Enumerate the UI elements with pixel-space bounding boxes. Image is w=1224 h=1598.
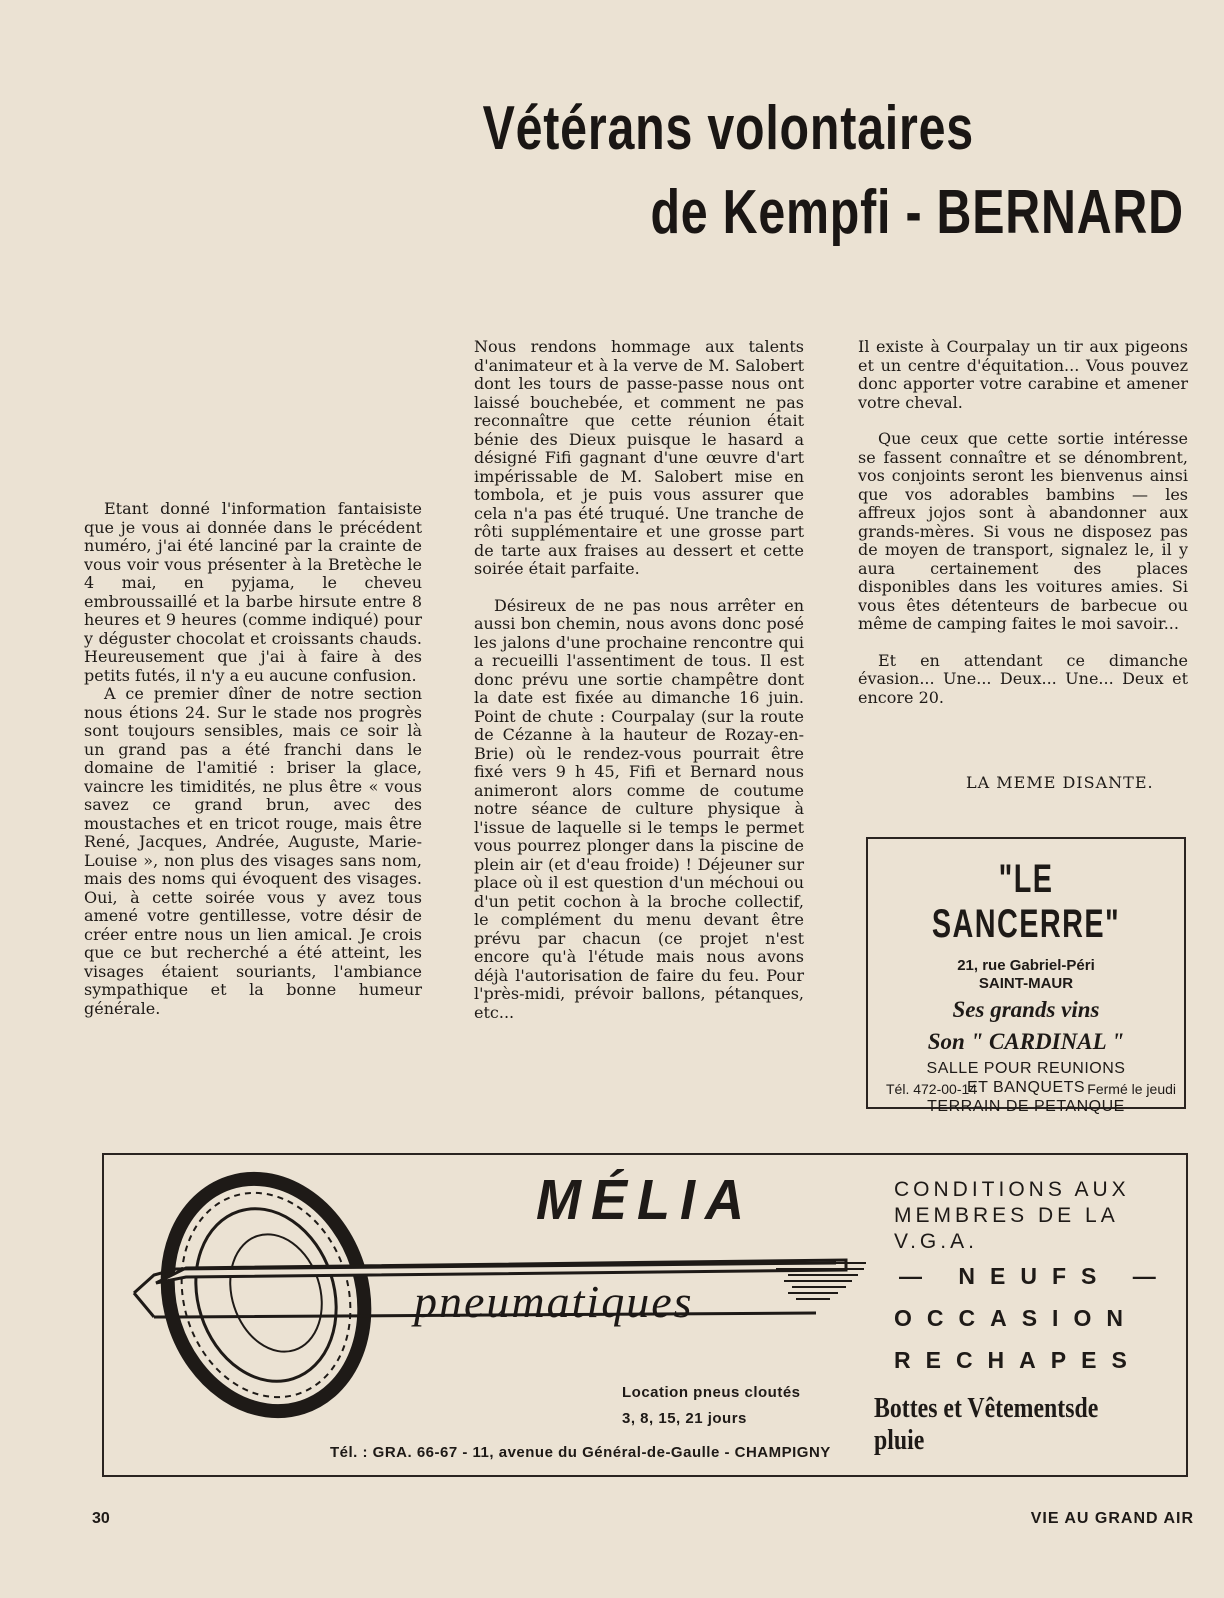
page-number: 30 [92,1510,110,1527]
ad-melia-conditions-2: MEMBRES DE LA V.G.A. [894,1204,1118,1253]
ad-sancerre-closed: Fermé le jeudi [1087,1081,1176,1097]
ad-melia-bottes: Bottes et Vêtementsde pluie [874,1393,1099,1456]
ad-melia-tagline: pneumatiques [414,1276,694,1327]
ad-melia-location-2: 3, 8, 15, 21 jours [622,1410,747,1427]
ad-sancerre-address: 21, rue Gabriel-Péri [957,957,1095,974]
journal-name: VIE AU GRAND AIR [1030,1510,1194,1527]
ad-sancerre-city: SAINT-MAUR [978,975,1074,992]
ad-melia-neufs: — NEUFS — [899,1263,1171,1289]
ad-sancerre-salle-3: TERRAIN DE PETANQUE [927,1098,1125,1115]
ad-sancerre-salle-1: SALLE POUR REUNIONS [926,1060,1126,1077]
article-column-1 [84,500,422,1018]
paragraph: Il existe à Courpalay un tir aux pigeons et un centre d'équitation... Vous pouvez donc apporter votre carabine et amener votre cheval. [858,337,1188,412]
article-signature: LA MEME DISANTE. [966,773,1154,792]
title-line-2: de Kempfi - BERNARD [650,178,1184,247]
paragraph: A ce premier dîner de notre section nous étions 24. Sur le stade nos progrès sont toujours sensibles, mais ce soir là un grand pas a été franchi dans le domaine de l'amitié : briser la glace, vaincre les timidités, ne plus être « vous savez ce grand brun, avec des moustaches et en tricot rouge, mais être René, Jacques, Andrée, Auguste, Marie-Louise », non plus des visages sans nom, mais des noms qui évoquent des visages. Oui, à cette soirée vous y avez tous amené votre gentillesse, votre désir de créer entre nous un lien amical. Je crois que ce but recherché a été atteint, les visages étaient souriants, l'ambiance sympathique et la bonne humeur générale. [84,684,422,1018]
ad-sancerre-name: "LE SANCERRE" [931,857,1121,946]
article-column-2 [474,338,804,1022]
ad-le-sancerre [866,837,1186,1115]
ad-melia-tel: Tél. : GRA. 66-67 - 11, avenue du Général-de-Gaulle - CHAMPIGNY [330,1444,831,1461]
title-line-1: Vétérans volontaires [482,94,974,163]
paragraph: Que ceux que cette sortie intéresse se fassent connaître et se dénombrent, vos conjoints seront les bienvenus ainsi que vos adorables bambins — les affreux jojos sont à abandonner aux grands-mères. Si vous ne disposez pas de moyen de transport, signalez le, il y aura certainement des places disponibles dans les voitures amies. Si vous êtes détenteurs de barbecue ou même de camping faites le moi savoir... [858,429,1188,633]
ad-melia-location-1: Location pneus cloutés [622,1384,801,1401]
ad-sancerre-tel: Tél. 472-00-14 [886,1081,978,1097]
ad-melia-occasion: OCCASION [894,1305,1138,1331]
ad-melia-rechapes: RECHAPES [894,1347,1142,1373]
ad-melia [102,1153,1188,1477]
ad-melia-conditions-1: CONDITIONS AUX [894,1178,1130,1201]
paragraph: Etant donné l'information fantaisiste que je vous ai donnée dans le précédent numéro, j'ai été lanciné par la crainte de vous voir vous présenter à la Bretèche le 4 mai, en pyjama, le cheveu embroussaillé et la barbe hirsute entre 8 heures et 9 heures (comme indiqué) pour y déguster chocolat et croissants chauds. Heureusement que j'ai à faire à des petits futés, il n'y a eu aucune confusion. [84,499,422,685]
paragraph: Et en attendant ce dimanche évasion... Une... Deux... Une... Deux et encore 20. [858,650,1188,707]
ad-sancerre-salle-2: ET BANQUETS [966,1079,1086,1096]
ad-sancerre-vins: Ses grands vins [952,997,1100,1022]
paragraph: Nous rendons hommage aux talents d'animateur et à la verve de M. Salobert dont les tours de passe-passe nous ont laissé bouchebée, et comment ne pas reconnaître que cette réunion était bénie des Dieux puisque le hasard a désigné Fifi gagnant d'une œuvre d'art impérissable de M. Salobert mise en tombola, et je puis vous assurer que cela n'a pas été truqué. Une tranche de rôti supplémentaire et une grosse part de tarte aux fraises au dessert et cette soirée était parfaite. [474,337,804,578]
ad-melia-brand: MÉLIA [536,1168,754,1232]
article-column-3 [858,338,1188,707]
ad-sancerre-cardinal: Son " CARDINAL " [927,1029,1125,1054]
paragraph: Désireux de ne pas nous arrêter en aussi bon chemin, nous avons donc posé les jalons d'une prochaine rencontre qui a recueilli l'assentiment de tous. Il est donc prévu une sortie champêtre dont la date est fixée au dimanche 16 juin. Point de chute : Courpalay (sur la route de Cézanne à la hauteur de Rozay-en-Brie) où le rendez-vous pourrait être fixé vers 9 h 45, Fifi et Bernard nous animeront alors comme de coutume notre séance de culture physique à l'issue de laquelle si le temps le permet vous pourrez plonger dans la piscine de plein air (et d'eau froide) ! Déjeuner sur place où il est question d'un méchoui ou d'un petit cochon à la broche collectif, le complément du menu devant être prévu par chacun (ce projet n'est encore qu'à l'étude mais nous avons déjà l'autorisation de faire du feu. Pour l'près-midi, prévoir ballons, pétanques, etc... [474,595,804,1022]
